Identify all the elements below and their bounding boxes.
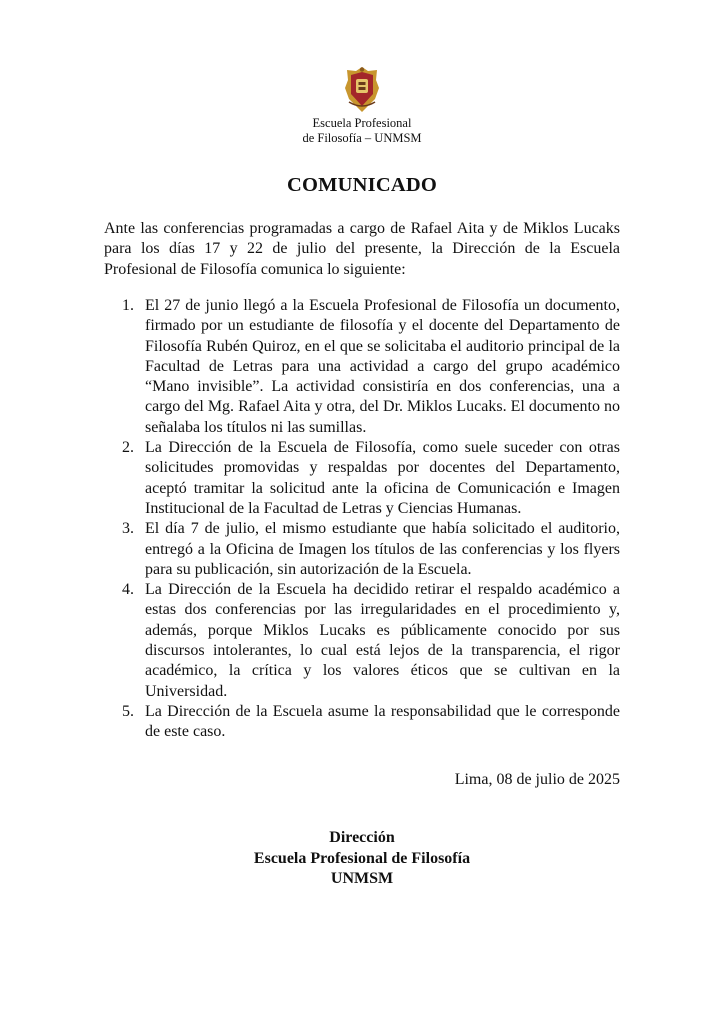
unmsm-crest-icon (343, 66, 381, 114)
list-item (122, 296, 620, 438)
document-title: COMUNICADO (286, 174, 438, 196)
list-item-text: El 27 de junio llegó a la Escuela Profesional de Filosofía un documento, firmado por un estudiante de filosofía y el docente del Departamento de Filosofía Rubén Quiroz, en el que se solicitaba el auditorio principal de la Facultad de Letras para una actividad a cargo del grupo académico “Mano invisible”. La actividad consistiría en dos conferencias, una a cargo del Mg. Rafael Aita y otra, del Dr. Miklos Lucaks. El documento no señalaba los títulos ni las sumillas. (145, 297, 620, 436)
list-item-number: 4. (122, 581, 134, 599)
list-item (122, 580, 620, 702)
date-line: Lima, 08 de julio de 2025 (454, 771, 620, 788)
intro-paragraph: Ante las conferencias programadas a cargo de Rafael Aita y de Miklos Lucaks para los días 17 y 22 de julio del presente, la Dirección de la Escuela Profesional de Filosofía comunica lo siguiente: (104, 220, 620, 278)
signature-line2: Escuela Profesional de Filosofía (253, 849, 471, 867)
list-item-text: La Dirección de la Escuela de Filosofía, como suele suceder con otras solicitudes promovidas y respaldas por docentes del Departamento, aceptó tramitar la solicitud ante la oficina de Comunicación e Imagen Institucional de la Facultad de Letras y Ciencias Humanas. (145, 439, 620, 517)
list-item (122, 702, 620, 743)
institution-name-line1: Escuela Profesional (312, 116, 412, 130)
list-item-number: 2. (122, 439, 134, 457)
signature-line1: Dirección (329, 829, 395, 846)
list-item-text: La Dirección de la Escuela asume la responsabilidad que le corresponde de este caso. (145, 702, 620, 741)
list-item-number: 3. (122, 520, 134, 538)
list-item-number: 5. (122, 702, 134, 720)
list-item-text: El día 7 de julio, el mismo estudiante que había solicitado el auditorio, entregó a la Oficina de Imagen los títulos de las conferencias y los flyers para su publicación, sin autorización de la Escuela. (145, 520, 620, 578)
signature-block (0, 828, 724, 890)
institution-name-line2: de Filosofía – UNMSM (302, 131, 422, 145)
numbered-list (122, 296, 620, 743)
signature-line3: UNMSM (330, 870, 394, 887)
list-item-number: 1. (122, 297, 134, 314)
list-item (122, 519, 620, 580)
letterhead (0, 66, 724, 146)
list-item (122, 438, 620, 519)
list-item-text: La Dirección de la Escuela ha decidido retirar el respaldo académico a estas dos conferencias por las irregularidades en el procedimiento y, además, porque Miklos Lucaks es públicamente conocido por sus discursos intolerantes, lo cual está lejos de la transparencia, el rigor académico, la crítica y los valores éticos que se cultivan en la Universidad. (145, 581, 620, 700)
